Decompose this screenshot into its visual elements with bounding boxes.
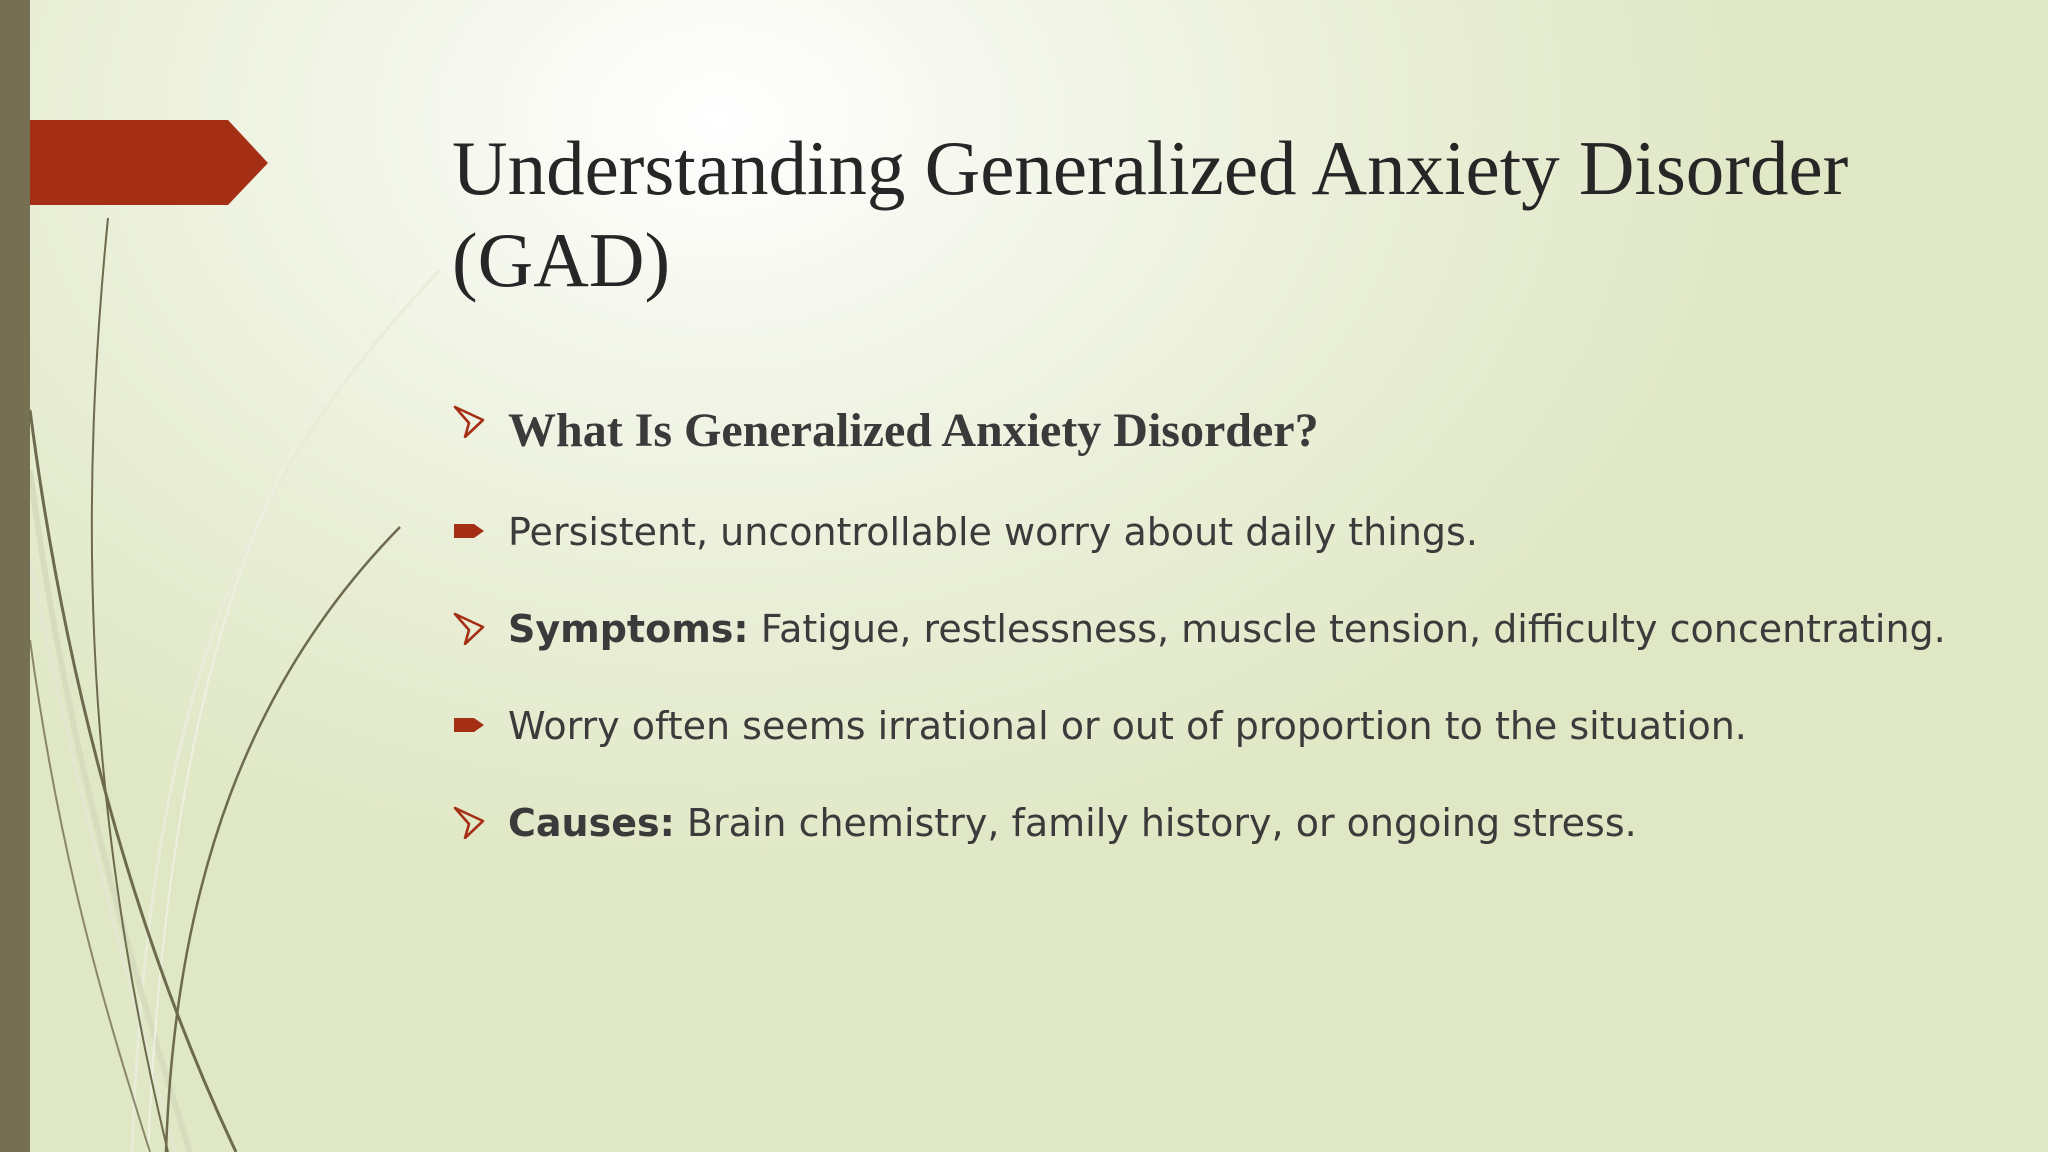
decor-curve	[30, 410, 236, 1152]
bullet-lead-text: Symptoms:	[508, 607, 749, 651]
bullet-text: Worry often seems irrational or out of proportion to the situation.	[508, 704, 1747, 748]
left-sidebar-bar	[0, 0, 30, 1152]
bullet-item	[452, 494, 1952, 571]
bullet-text: Fatigue, restlessness, muscle tension, difficulty concentrating.	[748, 607, 1946, 651]
decor-curve	[30, 640, 150, 1152]
bullet-item	[452, 400, 1952, 462]
decor-curve	[166, 527, 400, 1152]
bullet-item	[452, 591, 1952, 668]
bullet-text: Brain chemistry, family history, or ongoing stress.	[674, 801, 1637, 845]
pointer-arrow-icon	[452, 708, 486, 742]
bullet-lead-text: Causes:	[508, 801, 675, 845]
chevron-arrow-icon	[452, 805, 486, 839]
pointer-arrow-icon	[452, 514, 486, 548]
bullet-heading-text: What Is Generalized Anxiety Disorder?	[508, 404, 1319, 457]
slide-title: Understanding Generalized Anxiety Disorder (GAD)	[452, 125, 1849, 303]
bullet-list	[452, 400, 1952, 882]
bullet-text: Persistent, uncontrollable worry about daily things.	[508, 510, 1478, 554]
title-accent-tab	[0, 120, 268, 205]
bullet-item	[452, 785, 1952, 862]
chevron-arrow-icon	[452, 611, 486, 645]
bullet-item	[452, 688, 1952, 765]
chevron-arrow-icon	[452, 404, 486, 438]
